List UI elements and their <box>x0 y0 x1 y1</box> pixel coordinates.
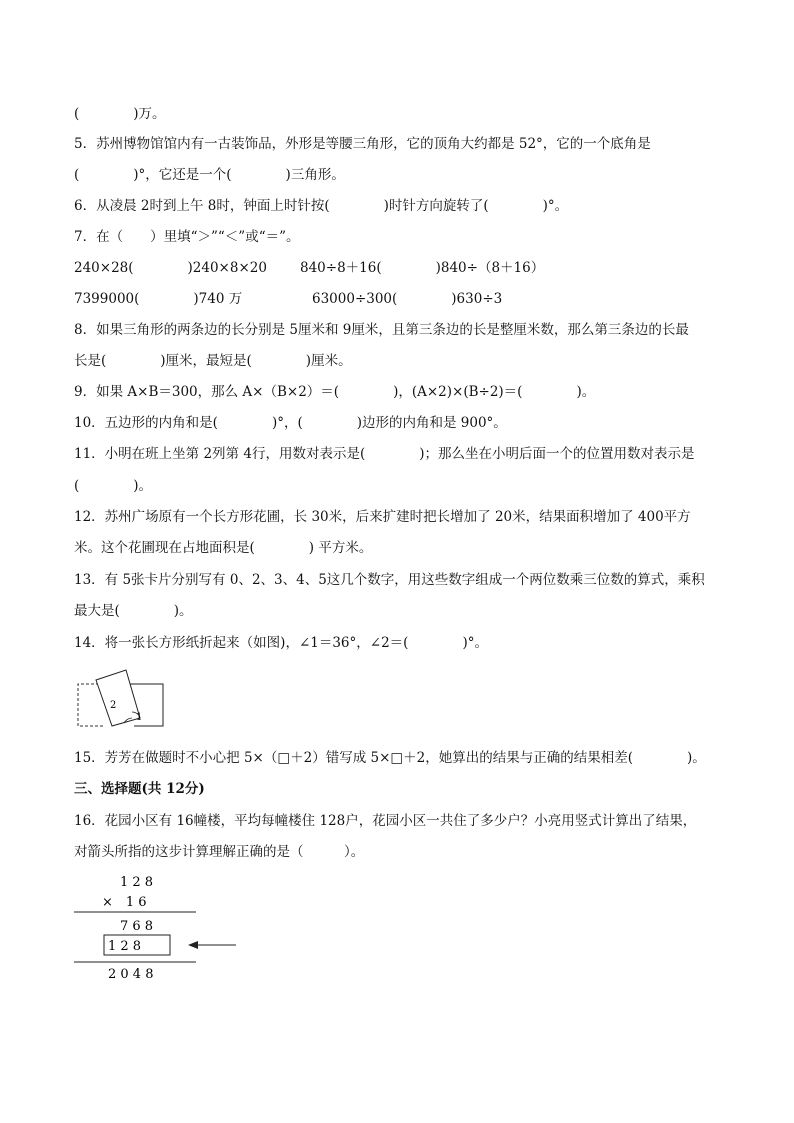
q14: 14．将一张长方形纸折起来（如图)，∠1＝36°，∠2＝( )°。 <box>74 635 488 651</box>
calc-multiplier: × 1 6 <box>102 895 147 910</box>
q7-row2-right: 63000÷300( )630÷3 <box>312 291 503 307</box>
q8-line2: 长是( )厘米，最短是( )厘米。 <box>74 353 352 369</box>
angle-label-2: 2 <box>110 700 117 711</box>
q12-line2: 米。这个花圃现在占地面积是( ) 平方米。 <box>74 540 373 556</box>
q11-line2: ( )。 <box>74 478 153 494</box>
angle-label-1: 1 <box>136 712 143 723</box>
vertical-calc <box>70 868 250 983</box>
q7-row1-left: 240×28( )240×8×20 <box>74 260 267 276</box>
calc-multiplicand: 1 2 8 <box>120 875 154 890</box>
q16-line2: 对箭头所指的这步计算理解正确的是（ ）。 <box>74 844 365 860</box>
q13-line1: 13．有 5张卡片分别写有 0、2、3、4、5这几个数字，用这些数字组成一个两位数乘三位数的算式，乘积 <box>74 572 705 588</box>
q7-title: 7．在（ ）里填“＞”“＜”或“＝”。 <box>74 229 300 245</box>
line-blank-wan: ( )万。 <box>74 106 166 122</box>
q16-line1: 16．花园小区有 16幢楼，平均每幢楼住 128户，花园小区一共住了多少户？小亮用竖式计算出了结果， <box>74 813 697 829</box>
q5-line2: ( )°，它还是一个( )三角形。 <box>74 167 345 183</box>
q8-line1: 8．如果三角形的两条边的长分别是 5厘米和 9厘米，且第三条边的长是整厘米数，那么第三条边的长最 <box>74 322 689 338</box>
q7-row1-right: 840÷8＋16( )840÷（8＋16） <box>300 260 545 276</box>
q5-line1: 5．苏州博物馆馆内有一古装饰品，外形是等腰三角形，它的顶角大约都是 52°，它的一个底角是 <box>74 136 651 152</box>
q9: 9．如果 A×B＝300，那么 A×（B×2）＝( )，(A×2)×(B÷2)＝( )。 <box>74 384 596 400</box>
q15: 15．芳芳在做题时不小心把 5×（□＋2）错写成 5×□＋2，她算出的结果与正确的结果相差( )。 <box>74 750 706 766</box>
fold-figure <box>74 668 174 732</box>
q6: 6．从凌晨 2时到上午 8时，钟面上时针按( )时针方向旋转了( )°。 <box>74 198 569 214</box>
calc-partial-1: 7 6 8 <box>120 919 154 934</box>
q13-line2: 最大是( )。 <box>74 603 193 619</box>
calc-result: 2 0 4 8 <box>108 967 154 982</box>
arrow-head <box>188 941 198 949</box>
q12-line1: 12．苏州广场原有一个长方形花圃，长 30米，后来扩建时把长增加了 20米，结果面积增加了 400平方 <box>74 509 691 525</box>
calc-partial-2: 1 2 8 <box>108 939 142 954</box>
fold-flap <box>96 670 143 726</box>
q7-row2-left: 7399000( )740 万 <box>74 291 243 307</box>
q11-line1: 11．小明在班上坐第 2列第 4行，用数对表示是( )；那么坐在小明后面一个的位置用数对表示是 <box>74 446 695 462</box>
section-3-title: 三、选择题(共 12分) <box>74 781 205 797</box>
q10: 10．五边形的内角和是( )°，( )边形的内角和是 900°。 <box>74 415 507 431</box>
